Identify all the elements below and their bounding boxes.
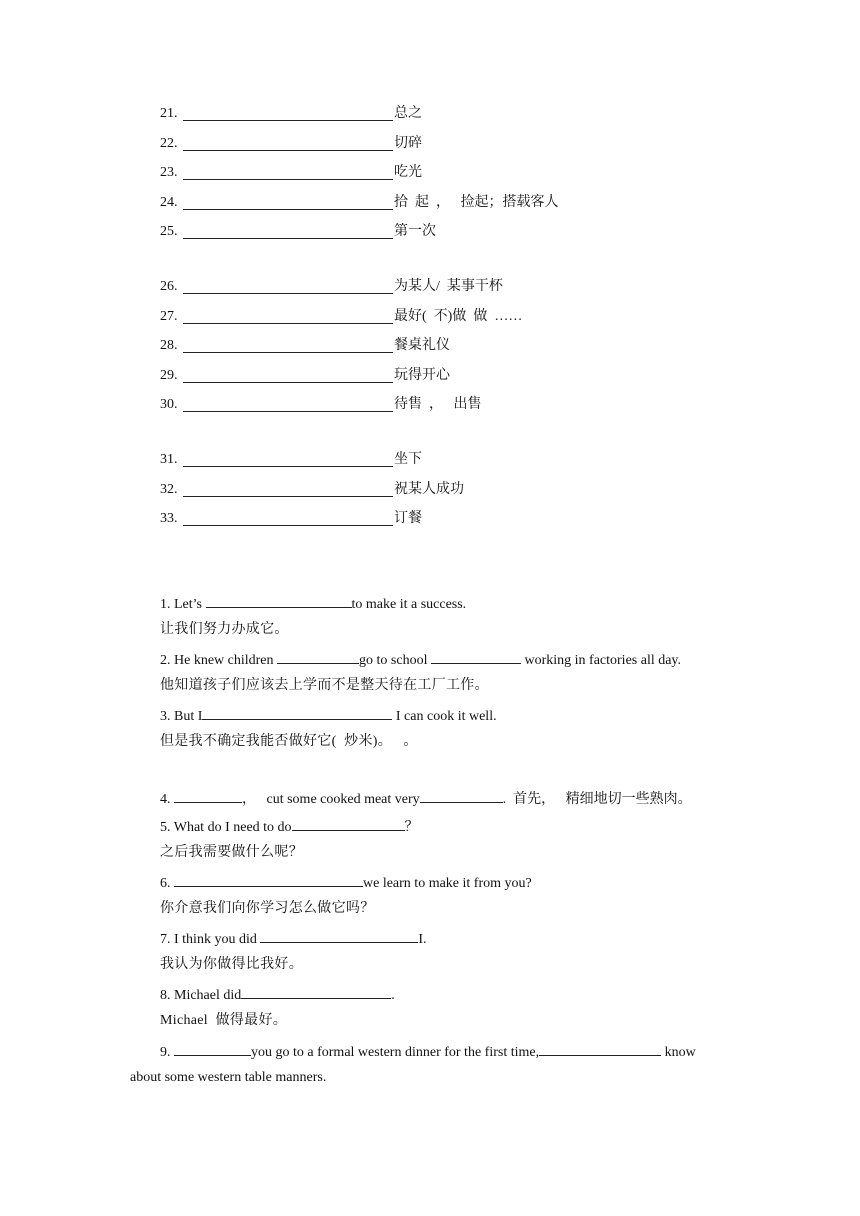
item-meaning: 拾 起 ， 捡起；搭载客人 bbox=[394, 194, 559, 210]
item-meaning: 为某人/ 某事干杯 bbox=[394, 278, 503, 294]
translation-6: 你介意我们向你学习怎么做它吗？ bbox=[160, 901, 375, 916]
answer-blank[interactable] bbox=[539, 1040, 661, 1056]
sentence-text: 1. Let’s bbox=[160, 597, 206, 612]
item-meaning: 最好( 不)做 做 …… bbox=[394, 308, 523, 324]
sentence-text: 6. bbox=[160, 876, 174, 891]
answer-blank[interactable] bbox=[183, 336, 393, 353]
item-meaning: 吃光 bbox=[394, 165, 422, 181]
vocab-item bbox=[160, 395, 760, 425]
sentence-text: we learn to make it from you? bbox=[363, 876, 532, 891]
sentence-text: . bbox=[391, 988, 395, 1003]
vocab-item bbox=[160, 480, 760, 510]
vocab-group-1 bbox=[160, 104, 760, 252]
sentence-1 bbox=[160, 592, 760, 620]
answer-blank[interactable] bbox=[183, 307, 393, 324]
answer-blank[interactable] bbox=[202, 704, 392, 720]
answer-blank[interactable] bbox=[206, 592, 352, 608]
sentence-text: . 首先， 精细地切一些熟肉。 bbox=[502, 792, 692, 807]
answer-blank[interactable] bbox=[183, 104, 393, 121]
answer-blank[interactable] bbox=[183, 480, 393, 497]
item-meaning: 待售 ， 出售 bbox=[394, 397, 482, 413]
vocab-item bbox=[160, 366, 760, 396]
item-number: 21. bbox=[160, 106, 178, 121]
sentence-7 bbox=[160, 927, 760, 955]
translation-5: 之后我需要做什么呢？ bbox=[160, 845, 303, 860]
item-number: 24. bbox=[160, 194, 178, 210]
answer-blank[interactable] bbox=[277, 648, 359, 664]
translation-3: 但是我不确定我能否做好它( 炒米)。 。 bbox=[160, 734, 418, 749]
item-number: 26. bbox=[160, 278, 178, 294]
sentence-text: 4. bbox=[160, 792, 174, 807]
item-number: 27. bbox=[160, 308, 178, 324]
item-number: 22. bbox=[160, 135, 178, 151]
sentence-text: 8. Michael did bbox=[160, 988, 242, 1003]
answer-blank[interactable] bbox=[183, 450, 393, 467]
sentence-text: 2. He knew children bbox=[160, 653, 278, 668]
vocab-group-2 bbox=[160, 277, 760, 425]
answer-blank[interactable] bbox=[174, 1040, 251, 1056]
answer-blank[interactable] bbox=[183, 163, 393, 180]
item-number: 30. bbox=[160, 397, 178, 413]
vocab-item bbox=[160, 193, 760, 223]
item-meaning: 切碎 bbox=[394, 135, 422, 151]
item-meaning: 餐桌礼仪 bbox=[394, 338, 450, 354]
answer-blank[interactable] bbox=[241, 983, 391, 999]
item-meaning: 订餐 bbox=[394, 511, 422, 527]
vocab-item bbox=[160, 222, 760, 252]
vocab-item bbox=[160, 307, 760, 337]
sentence-text: you go to a formal western dinner for the first time, bbox=[251, 1045, 540, 1060]
sentence-9-line-1 bbox=[130, 1040, 730, 1068]
answer-blank[interactable] bbox=[183, 366, 393, 383]
item-number: 33. bbox=[160, 511, 178, 527]
sentence-text: 3. But I bbox=[160, 709, 203, 724]
answer-blank[interactable] bbox=[183, 134, 393, 151]
vocab-item bbox=[160, 509, 760, 539]
answer-blank[interactable] bbox=[183, 193, 393, 210]
vocabulary-list bbox=[160, 104, 760, 564]
item-number: 28. bbox=[160, 338, 178, 354]
vocab-item bbox=[160, 277, 760, 307]
vocab-item bbox=[160, 336, 760, 366]
item-meaning: 总之 bbox=[394, 106, 422, 121]
sentence-text: working in factories all day. bbox=[520, 653, 682, 668]
sentence-text: 5. What do I need to do bbox=[160, 820, 292, 835]
sentence-text: 7. I think you did bbox=[160, 932, 261, 947]
vocab-item bbox=[160, 134, 760, 164]
sentence-text: go to school bbox=[359, 653, 431, 668]
answer-blank[interactable] bbox=[174, 871, 363, 887]
sentence-text: to make it a success. bbox=[351, 597, 467, 612]
answer-blank[interactable] bbox=[292, 815, 405, 831]
item-number: 25. bbox=[160, 224, 178, 240]
answer-blank[interactable] bbox=[183, 395, 393, 412]
sentence-8 bbox=[160, 983, 760, 1011]
vocab-item bbox=[160, 104, 760, 134]
sentence-text: ， cut some cooked meat very bbox=[242, 792, 420, 807]
answer-blank[interactable] bbox=[260, 927, 418, 943]
answer-blank[interactable] bbox=[420, 787, 503, 803]
item-meaning: 玩得开心 bbox=[394, 367, 450, 383]
translation-1: 让我们努力办成它。 bbox=[160, 622, 289, 637]
vocab-item bbox=[160, 450, 760, 480]
item-number: 29. bbox=[160, 367, 178, 383]
sentence-4 bbox=[160, 787, 760, 815]
sentence-2 bbox=[160, 648, 760, 676]
translation-7: 我认为你做得比我好。 bbox=[160, 957, 303, 972]
answer-blank[interactable] bbox=[183, 277, 393, 294]
item-meaning: 祝某人成功 bbox=[394, 481, 464, 497]
sentence-3 bbox=[160, 704, 760, 732]
item-number: 31. bbox=[160, 451, 178, 467]
sentence-text: ？ bbox=[404, 820, 419, 835]
vocab-group-3 bbox=[160, 450, 760, 539]
sentence-6 bbox=[160, 871, 760, 899]
item-meaning: 坐下 bbox=[394, 451, 422, 467]
vocab-item bbox=[160, 163, 760, 193]
item-meaning: 第一次 bbox=[394, 224, 436, 240]
answer-blank[interactable] bbox=[183, 222, 393, 239]
item-number: 23. bbox=[160, 165, 178, 181]
sentence-9 bbox=[130, 1040, 730, 1088]
sentence-9-line-2: about some western table manners. bbox=[130, 1070, 327, 1085]
sentence-text: know bbox=[661, 1045, 696, 1060]
translation-2: 他知道孩子们应该去上学而不是整天待在工厂工作。 bbox=[160, 678, 489, 693]
item-number: 32. bbox=[160, 481, 178, 497]
sentence-text: I can cook it well. bbox=[392, 709, 497, 724]
answer-blank[interactable] bbox=[174, 787, 242, 803]
sentence-exercises bbox=[160, 592, 760, 1039]
sentence-5 bbox=[160, 815, 760, 843]
sentence-text: 9. bbox=[160, 1045, 174, 1060]
answer-blank[interactable] bbox=[183, 509, 393, 526]
translation-8: Michael 做得最好。 bbox=[160, 1013, 288, 1028]
sentence-text: I. bbox=[418, 932, 427, 947]
answer-blank[interactable] bbox=[431, 648, 521, 664]
